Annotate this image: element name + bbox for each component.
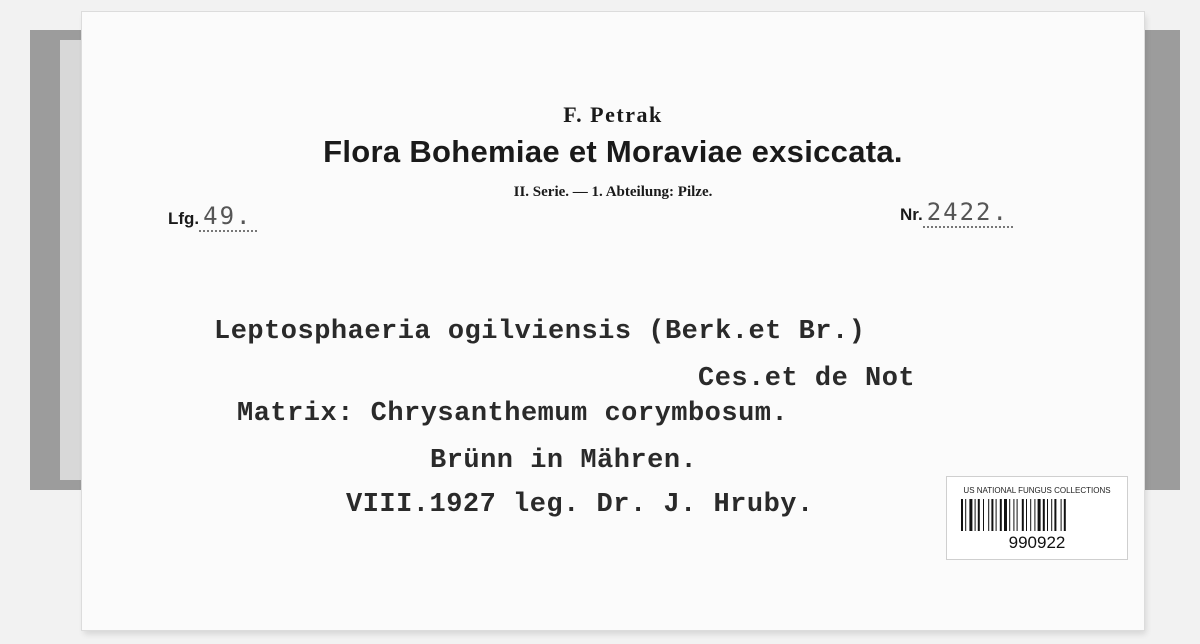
series-title: Flora Bohemiae et Moraviae exsiccata. xyxy=(323,134,903,169)
number-value: 2422. xyxy=(923,198,1013,228)
barcode-label xyxy=(946,476,1128,560)
matrix-line: Matrix: Chrysanthemum corymbosum. xyxy=(237,399,789,429)
locality-line: Brünn in Mähren. xyxy=(430,446,698,476)
number-field xyxy=(900,198,1013,226)
barcode-number: 990922 xyxy=(1008,533,1066,552)
lieferung-prefix: Lfg. xyxy=(168,209,200,228)
barcode-bars xyxy=(961,499,1111,531)
date-collector-line: VIII.1927 leg. Dr. J. Hruby. xyxy=(346,490,814,520)
number-prefix: Nr. xyxy=(900,205,923,224)
taxon-name-line2: Ces.et de Not xyxy=(698,364,916,394)
taxon-name-line1: Leptosphaeria ogilviensis (Berk.et Br.) xyxy=(214,317,866,347)
lieferung-value: 49. xyxy=(199,202,256,232)
lieferung-field xyxy=(168,202,257,230)
collector-name: F. Petrak xyxy=(563,102,663,127)
barcode-header: US NATIONAL FUNGUS COLLECTIONS xyxy=(963,486,1111,495)
series-subtitle: II. Serie. — 1. Abteilung: Pilze. xyxy=(513,184,713,200)
